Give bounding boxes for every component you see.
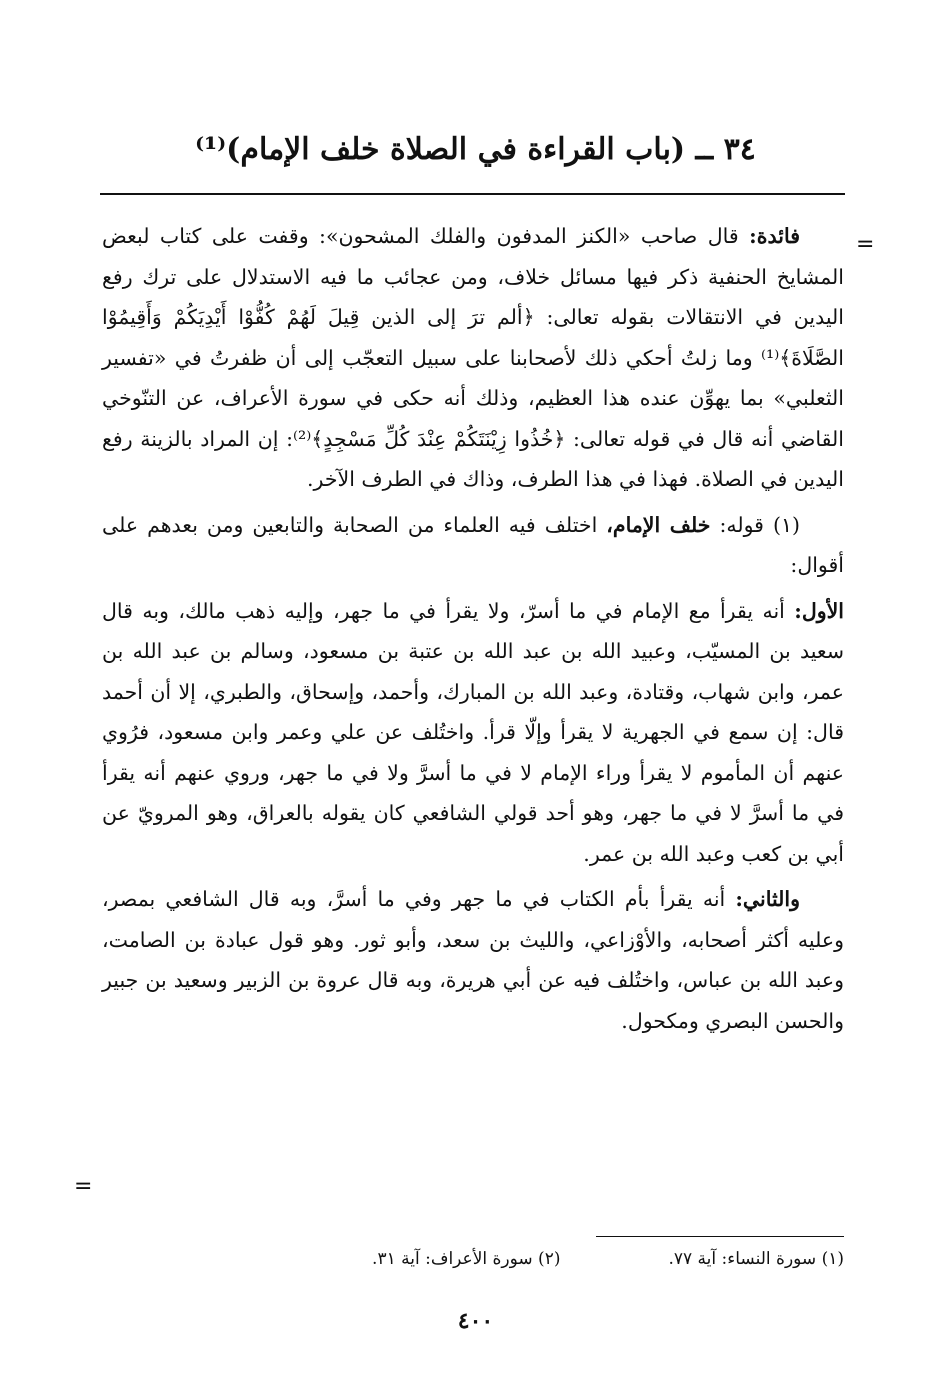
- paragraph-text: قال صاحب «الكنز المدفون والفلك المشحون»: وقفت على كتاب لبعض المشايخ الحنفية ذكر فيها مسائل خلاف، ومن عجائب ما فيه الاستدلال على ترك رفع اليدين في الانتقالات بقوله تعالى: ﴿ألم ترَ إلى الذين قِيلَ لَهُمْ كُفُّوْا أَيْدِيَكُمْ وَأَقِيمُوْا الصَّلَاةَ﴾⁽¹⁾ وما زلتُ أحكي ذلك لأصحابنا على سبيل التعجّب إلى أن ظفرتُ في «تفسير الثعلبي» بما يهوِّن عنده هذا العظيم، وذلك أنه حكى في سورة الأعراف، عن التنّوخي القاضي أنه قال في قوله تعالى: ﴿خُذُوا زِيْنَتَكُمْ عِنْدَ كُلِّ مَسْجِدٍ﴾⁽²⁾: إن المراد بالزينة رفع اليدين في الصلاة. فهذا في هذا الطرف، وذاك في الطرف الآخر.: [102, 224, 844, 491]
- title-divider: [100, 193, 845, 195]
- footnote-divider: [596, 1236, 844, 1237]
- footnote-1: (١) سورة النساء: آية ٧٧.: [668, 1249, 844, 1269]
- chapter-title: ٣٤ ــ (باب القراءة في الصلاة خلف الإمام)⁽¹⁾: [195, 132, 756, 167]
- paragraph-benefit: [102, 216, 844, 500]
- paragraph-second-opinion: [102, 879, 844, 1041]
- continuation-mark-top: =: [856, 232, 875, 257]
- note-marker: (١) قوله:: [710, 512, 800, 537]
- paragraph-note-1: [102, 505, 844, 586]
- paragraph-lead: والثاني:: [735, 887, 800, 911]
- footnote-2: (٢) سورة الأعراف: آية ٣١.: [372, 1249, 561, 1269]
- paragraph-lead: فائدة:: [749, 224, 800, 248]
- commentary-body: [102, 216, 844, 1041]
- continuation-mark-bottom: =: [74, 1174, 93, 1199]
- paragraph-text: اختلف فيه العلماء من الصحابة والتابعين ومن بعدهم على أقوال:: [102, 512, 844, 577]
- paragraph-text: أنه يقرأ مع الإمام في ما أسرّ، ولا يقرأ في ما جهر، وإليه ذهب مالك، وبه قال سعيد بن المسيّب، وعبيد الله بن عبد الله بن عتبة بن مسعود، وسالم بن عبد الله بن عمر، وابن شهاب، وقتادة، وعبد الله بن المبارك، وأحمد، وإسحاق، والطبري، إلا أن أحمد قال: إن سمع في الجهرية لا يقرأ وإلّا قرأ. واختُلف عن علي وعمر وابن مسعود، فرُوي عنهم أن المأموم لا يقرأ وراء الإمام لا في ما أسرَّ ولا في ما جهر، وروي عنهم أنه يقرأ في ما أسرَّ لا في ما جهر، وهو أحد قولي الشافعي كان يقوله بالعراق، وهو المرويّ عن أبي بن كعب وعبد الله بن عمر.: [102, 598, 844, 866]
- footnotes: [180, 1245, 844, 1273]
- paragraph-first-opinion: [102, 591, 844, 875]
- paragraph-lead: خلف الإمام،: [606, 512, 711, 537]
- paragraph-text: أنه يقرأ بأم الكتاب في ما جهر وفي ما أسرَّ، وبه قال الشافعي بمصر، وعليه أكثر أصحابه، والأوْزاعي، والليث بن سعد، وأبو ثور. وهو قول عبادة بن الصامت، وعبد الله بن عباس، واختُلف فيه عن أبي هريرة، وبه قال عروة بن الزبير وسعيد بن جبير والحسن البصري ومكحول.: [102, 887, 844, 1033]
- paragraph-lead: الأول:: [794, 598, 844, 623]
- page-number: ٤٠٠: [457, 1308, 494, 1334]
